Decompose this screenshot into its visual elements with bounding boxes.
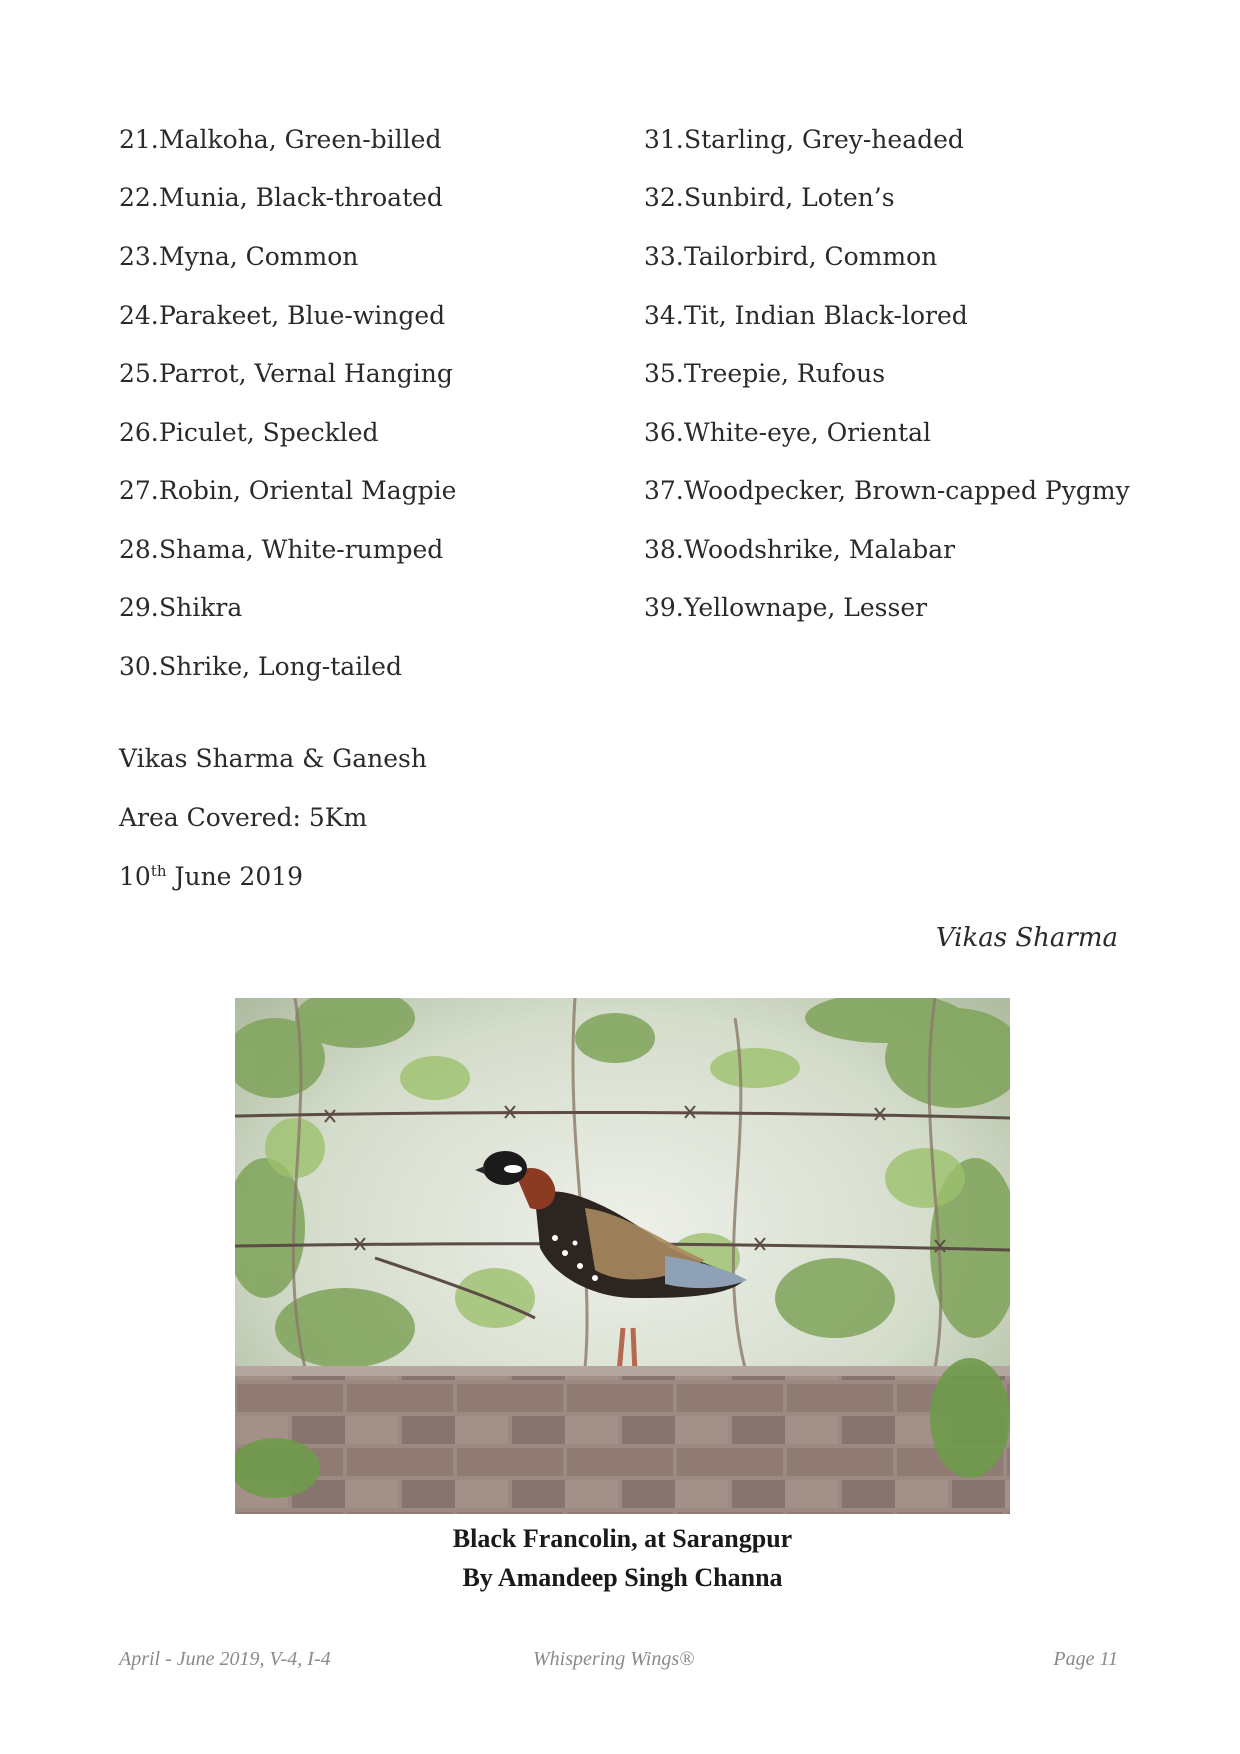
list-item: 31.Starling, Grey-headed — [644, 125, 964, 154]
photo-caption-credit: By Amandeep Singh Channa — [462, 1563, 783, 1592]
list-item: 34.Tit, Indian Black-lored — [644, 301, 968, 330]
photo-caption-title: Black Francolin, at Sarangpur — [452, 1524, 793, 1553]
list-item: 21.Malkoha, Green-billed — [119, 125, 442, 154]
list-item: 38.Woodshrike, Malabar — [644, 535, 956, 564]
list-item: 26.Piculet, Speckled — [119, 418, 379, 447]
list-item: 30.Shrike, Long-tailed — [119, 652, 402, 681]
list-item: 32.Sunbird, Loten’s — [644, 183, 895, 212]
list-item: 29.Shikra — [119, 593, 243, 622]
list-item: 22.Munia, Black-throated — [119, 183, 443, 212]
area-covered: Area Covered: 5Km — [119, 803, 368, 832]
list-item: 35.Treepie, Rufous — [644, 359, 886, 388]
list-item: 39.Yellownape, Lesser — [644, 593, 928, 622]
author-signature: Vikas Sharma — [935, 923, 1118, 953]
list-item: 27.Robin, Oriental Magpie — [119, 476, 457, 505]
list-item: 37.Woodpecker, Brown-capped Pygmy — [644, 476, 1130, 505]
footer-issue: April - June 2019, V-4, I-4 — [119, 1648, 331, 1670]
list-item: 25.Parrot, Vernal Hanging — [119, 359, 453, 388]
list-item: 28.Shama, White-rumped — [119, 535, 444, 564]
footer-page-number: Page 11 — [1053, 1648, 1118, 1670]
date: 10th June 2019 — [119, 862, 304, 891]
bird-photo — [235, 998, 1010, 1514]
footer-publication: Whispering Wings® — [533, 1648, 695, 1670]
list-item: 24.Parakeet, Blue-winged — [119, 301, 446, 330]
observers: Vikas Sharma & Ganesh — [119, 744, 427, 773]
list-item: 23.Myna, Common — [119, 242, 359, 271]
list-item: 33.Tailorbird, Common — [644, 242, 938, 271]
list-item: 36.White-eye, Oriental — [644, 418, 931, 447]
